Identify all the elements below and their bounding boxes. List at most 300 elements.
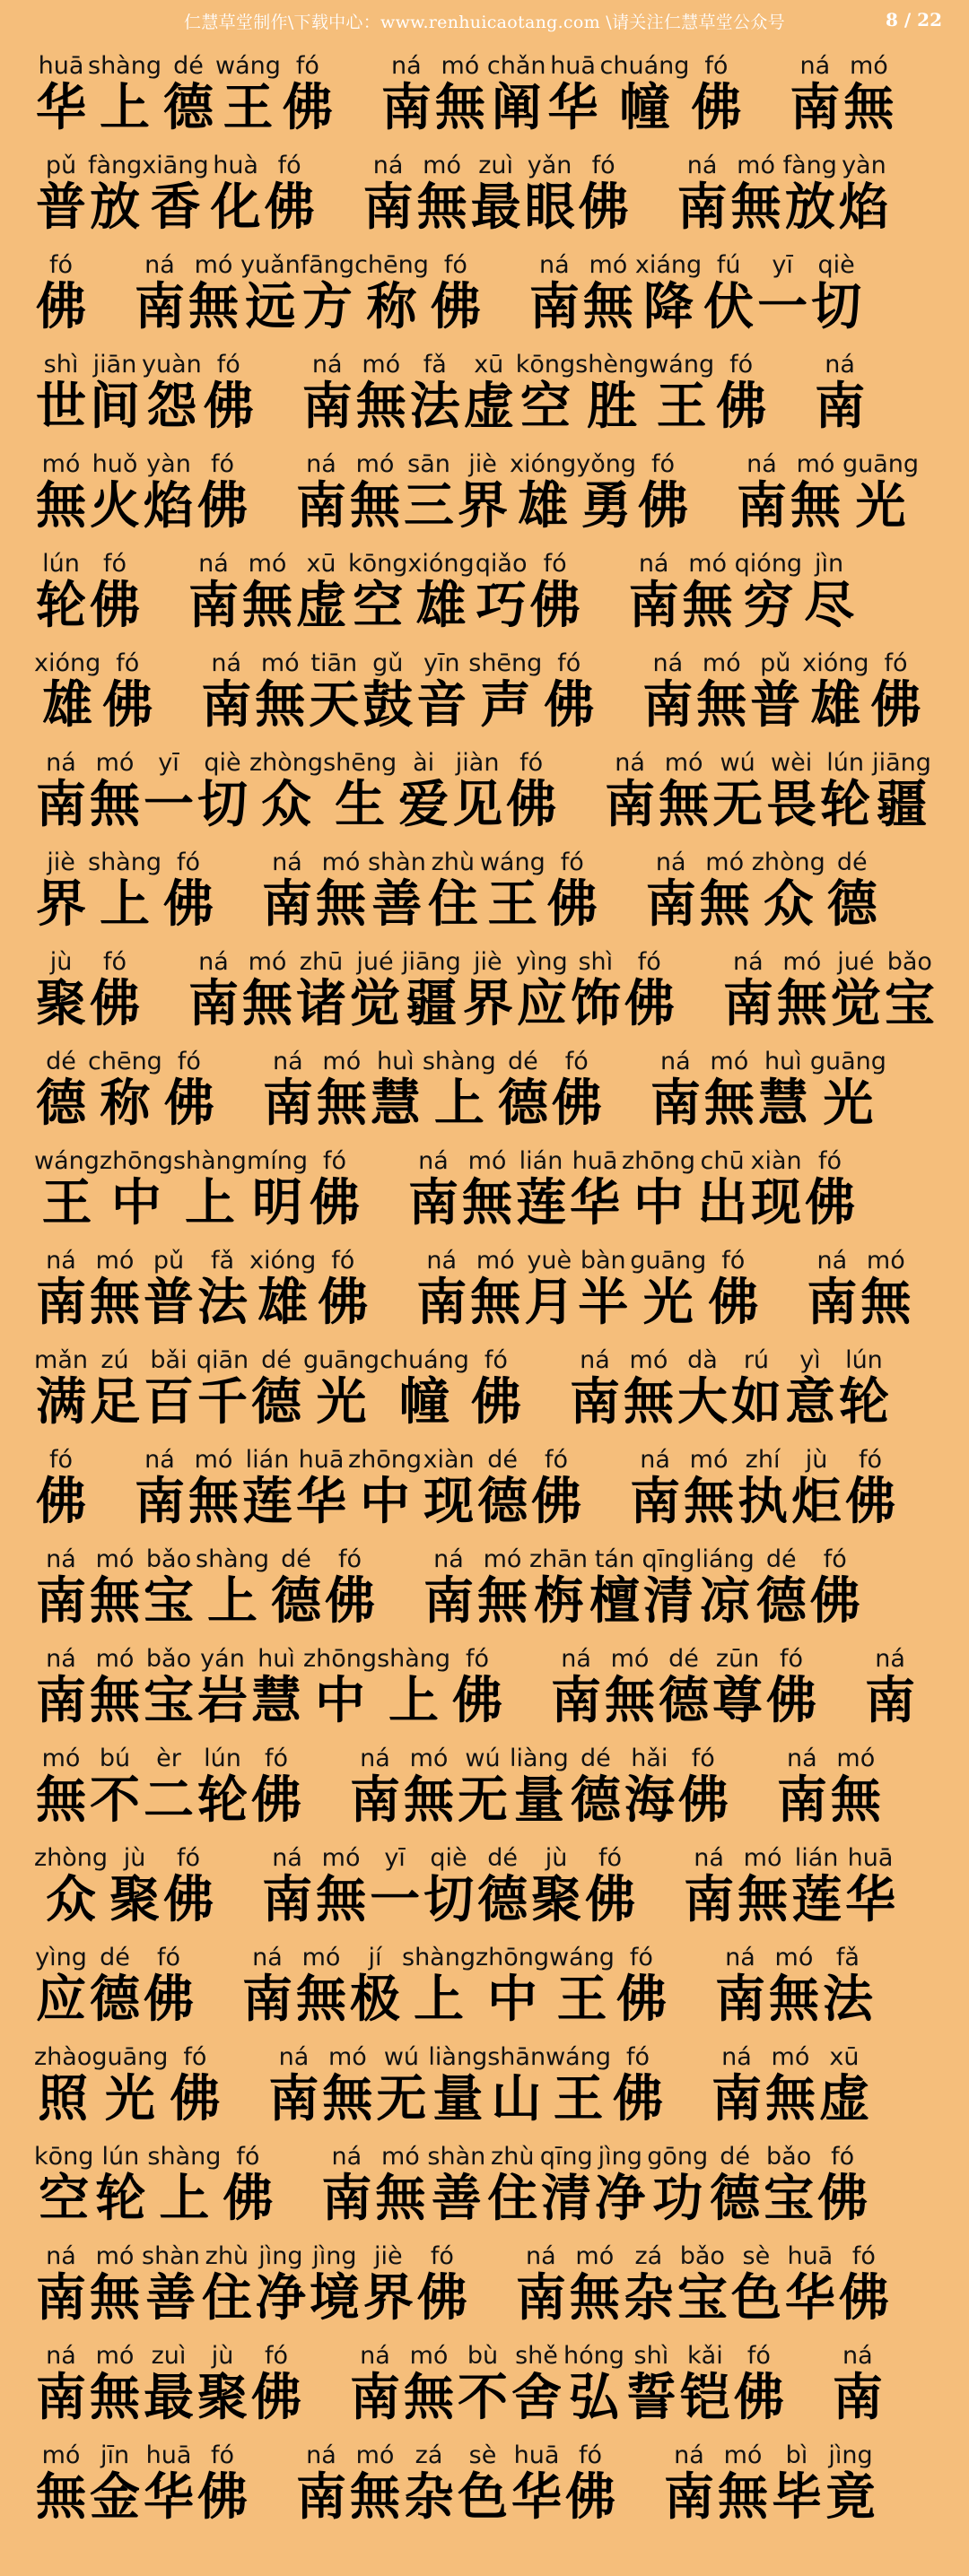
character-cell [563,2441,617,2530]
character-cell [202,351,256,439]
pinyin: jí [368,1944,382,1971]
pinyin: mó [774,1944,814,1971]
character-cell [249,749,323,838]
hanzi: 無 [462,1174,512,1232]
hanzi: 众 [46,1871,97,1929]
character-cell [676,2242,729,2331]
hanzi: 放 [784,178,835,237]
character-cell [749,1147,803,1236]
character-cell [380,52,433,141]
pinyin: fó [216,351,240,379]
pinyin: dé [100,1944,130,1971]
hanzi: 南 [642,676,694,735]
hanzi: 量 [432,2070,484,2128]
character-cell [294,2441,348,2530]
hanzi: 明 [251,1174,302,1232]
pinyin: xū [306,550,336,578]
pinyin: huā [787,2242,834,2270]
pinyin: ná [561,1645,591,1673]
character-cell [348,1745,402,1833]
character-cell [469,1346,523,1435]
hanzi: 王 [223,79,274,137]
pinyin: fó [578,2441,603,2469]
character-cell [402,2342,456,2431]
hanzi: 南 [569,1373,620,1432]
hanzi: 南 [36,1572,86,1631]
hanzi: 南 [268,2070,319,2128]
text-line [0,1734,969,1833]
character-cell [34,1446,88,1535]
character-cell [34,649,100,738]
hanzi: 清 [541,2170,592,2228]
character-cell [752,849,825,937]
hanzi: 無 [434,79,485,137]
character-cell [682,1446,736,1535]
pinyin: fó [704,52,729,80]
hanzi: 怨 [146,378,197,436]
buddha-name-phrase [34,1446,88,1535]
hanzi: 佛 [809,1572,860,1631]
hanzi: 宝 [884,975,935,1033]
character-cell [859,1247,912,1336]
hanzi: 南 [321,2170,372,2228]
character-cell [450,749,504,838]
hanzi: 佛 [36,1473,86,1531]
pinyin: bǎo [766,2143,812,2171]
character-cell [314,849,368,937]
character-cell [373,2143,427,2232]
pinyin: yàn [842,152,886,179]
character-cell [716,2441,770,2530]
hanzi: 佛 [324,1572,375,1631]
hanzi: 一 [757,278,808,336]
pinyin: mó [41,2441,81,2469]
pinyin: huā [847,1844,894,1872]
pinyin: ná [418,1147,449,1175]
buddha-name-phrase [34,2342,303,2431]
hanzi: 南 [807,1274,858,1332]
pinyin: shàng [172,1147,247,1175]
pinyin: yī [384,1844,406,1872]
character-cell [706,1247,760,1336]
hanzi: 半 [578,1274,629,1332]
hanzi: 南 [645,875,696,934]
character-cell [577,152,631,240]
character-cell [196,2441,249,2530]
buddha-name-phrase [676,152,891,240]
character-cell [34,1346,88,1435]
character-cell [550,1048,604,1136]
character-cell [402,1745,456,1833]
character-cell [406,1147,460,1236]
character-cell [249,2342,303,2431]
character-cell [456,2441,510,2530]
character-cell [542,649,596,738]
pinyin: guāng [92,2043,169,2071]
hanzi: 佛 [416,2269,467,2328]
character-cell [764,1645,818,1734]
pinyin: zhòng [249,749,324,777]
hanzi: 無 [860,1274,912,1332]
pinyin: fó [629,1944,653,1971]
pinyin: xióng [249,1247,317,1275]
buddha-name-phrase [514,2242,891,2331]
pinyin: yī [158,749,179,777]
character-cell [249,1745,303,1833]
character-cell [615,1944,668,2032]
pinyin: zhòng [751,849,825,876]
character-cell [361,649,415,738]
character-cell [34,251,88,340]
hanzi: 南 [262,1075,313,1133]
character-cell [568,1346,622,1435]
pinyin: bú [99,1745,131,1772]
hanzi: 降 [643,278,694,336]
character-cell [529,1844,583,1933]
pinyin: fó [484,1346,508,1374]
character-cell [187,1446,240,1535]
pinyin: fó [625,2043,650,2071]
character-cell [196,1545,269,1634]
character-cell [348,550,407,639]
hanzi: 栴 [533,1572,584,1631]
hanzi: 無 [730,178,781,237]
hanzi: 南 [261,875,312,934]
pinyin: fó [295,52,319,80]
pinyin: mó [737,152,775,179]
hanzi: 南 [737,477,787,535]
pinyin: fó [430,2242,454,2270]
pinyin: míng [246,1147,308,1175]
text-line [0,1634,969,1734]
character-cell [788,52,842,141]
hanzi: 化 [210,178,261,237]
character-cell [504,749,558,838]
pinyin: shàng [422,1048,496,1075]
pinyin: dé [261,1346,292,1374]
hanzi: 佛 [578,178,629,237]
hanzi: 疆 [877,776,928,834]
pinyin: wáng [214,52,281,80]
hanzi: 二 [144,1771,194,1830]
pinyin: dé [668,1645,699,1673]
hanzi: 法 [822,1971,873,2029]
pinyin: ná [306,2441,336,2469]
character-cell [423,1048,496,1136]
hanzi: 杂 [404,2468,454,2527]
character-cell [133,1446,187,1535]
character-cell [88,351,142,439]
text-line [0,937,969,1037]
hanzi: 千 [197,1373,248,1432]
pinyin: mó [629,1346,668,1374]
hanzi: 無 [764,2070,816,2128]
character-cell [843,1446,897,1535]
character-cell [269,1545,323,1634]
pinyin: mó [441,52,480,80]
hanzi: 境 [309,2269,360,2328]
hanzi: 佛 [430,278,481,336]
hanzi: 一 [144,776,194,834]
character-cell [641,649,694,738]
buddha-name-phrase [362,152,631,240]
buddha-name-phrase [549,1645,818,1734]
pinyin: bù [467,2342,499,2370]
buddha-name-phrase [294,2441,617,2530]
buddha-name-phrase [348,1745,730,1833]
hanzi: 德 [659,1672,710,1730]
hanzi: 华 [36,79,86,137]
hanzi: 無 [90,1672,140,1730]
pinyin: huā [38,52,84,80]
hanzi: 無 [36,1771,86,1830]
hanzi: 無 [90,2269,140,2328]
pinyin: mǎn [34,1346,88,1374]
pinyin: ná [144,251,175,279]
text-line [0,2431,969,2530]
character-cell [569,1745,623,1833]
pinyin: fǎ [423,351,447,379]
hanzi: 佛 [506,776,557,834]
pinyin: fó [48,1446,74,1474]
hanzi: 無 [470,1274,521,1332]
character-cell [162,1048,216,1136]
hanzi: 德 [710,2170,761,2228]
pinyin: fó [591,152,615,179]
hanzi: 切 [197,776,248,834]
hanzi: 穷 [743,577,794,635]
hanzi: 南 [630,1473,681,1531]
hanzi: 無 [790,477,841,535]
character-cell [173,1147,247,1236]
pinyin: shàng [402,1944,476,1971]
hanzi: 中 [487,1971,538,2029]
hanzi: 德 [497,1075,548,1133]
hanzi: 王 [553,2070,604,2128]
character-cell [260,1844,314,1933]
character-cell [422,1545,476,1634]
character-cell [708,2143,762,2232]
pinyin: bǎo [145,1645,192,1673]
hanzi: 無 [718,2468,768,2527]
text-line [0,838,969,937]
hanzi: 佛 [102,676,153,735]
hanzi: 世 [36,378,86,436]
hanzi: 佛 [251,1771,301,1830]
character-cell [821,1944,875,2032]
hanzi: 切 [811,278,862,336]
character-cell [147,2143,221,2232]
character-cell [698,849,752,937]
hanzi: 众 [763,875,814,934]
text-line [0,1336,969,1435]
hanzi: 觉 [830,975,881,1033]
character-cell [837,152,891,240]
pinyin: huǒ [92,450,138,478]
pinyin: zūn [715,1645,760,1673]
character-cell [215,52,281,141]
hanzi: 佛 [162,875,214,934]
character-cell [433,52,487,141]
pinyin: lún [204,1745,241,1772]
hanzi: 無 [738,1871,789,1929]
character-cell [662,2441,716,2530]
character-cell [644,849,698,937]
pinyin: shì [633,2342,669,2370]
character-cell [316,1247,370,1336]
character-cell [611,2043,665,2132]
hanzi: 南 [650,1075,701,1133]
pinyin: pǔ [153,1247,185,1275]
hanzi: 慧 [370,1075,421,1133]
hanzi: 南 [188,577,239,635]
pinyin: ná [686,152,718,179]
pinyin: lián [245,1446,290,1474]
character-cell [883,948,937,1037]
pinyin: zhù [205,2242,249,2270]
pinyin: yìng [35,1944,87,1971]
buddha-name-phrase [34,152,317,240]
text-line [0,439,969,539]
character-cell [422,1844,476,1933]
text-line [0,1236,969,1336]
hanzi: 王 [41,1174,92,1232]
hanzi: 無 [830,1771,881,1830]
pinyin: huā [513,2441,560,2469]
pinyin: huā [550,52,596,80]
character-cell [34,749,88,838]
character-cell [142,1745,196,1833]
pinyin: lún [826,749,864,777]
hanzi: 界 [458,477,508,535]
hanzi: 无 [712,776,764,834]
character-cell [34,2342,88,2431]
pinyin: shě [515,2342,558,2370]
pinyin: lún [101,2143,140,2171]
pinyin: jù [123,1844,146,1872]
hanzi: 無 [90,1572,140,1631]
pinyin: zhū [299,948,344,976]
pinyin: shàng [196,1545,269,1573]
hanzi: 功 [652,2170,703,2228]
character-cell [402,948,461,1037]
buddha-name-phrase [641,649,922,738]
pinyin: pǔ [45,152,77,179]
pinyin: tán [594,1545,635,1573]
hanzi: 誓 [625,2369,677,2427]
hanzi: 凉 [699,1572,750,1631]
hanzi: 善 [431,2170,482,2228]
character-cell [240,550,294,639]
character-cell [872,749,931,838]
hanzi: 無 [36,477,86,535]
character-cell [568,1147,622,1236]
hanzi: 海 [624,1771,675,1830]
character-cell [209,152,263,240]
pinyin: fó [177,1048,201,1075]
pinyin: bǎo [679,2242,725,2270]
character-cell [657,749,711,838]
hanzi: 佛 [716,378,767,436]
pinyin: guāng [809,1048,886,1075]
hanzi: 德 [477,1871,528,1929]
character-cell [510,2441,563,2530]
pinyin: jìng [312,2242,357,2270]
character-cell [323,749,397,838]
character-cell [303,1346,380,1435]
character-cell [88,849,162,937]
hanzi: 南 [815,378,866,436]
character-cell [869,649,923,738]
character-cell [108,1844,162,1933]
pinyin: huā [572,1147,618,1175]
character-cell [162,1844,215,1933]
hanzi: 佛 [282,79,333,137]
pinyin: jiè [47,849,75,876]
hanzi: 南 [242,1971,292,2029]
character-cell [348,450,402,539]
buddha-name-phrase [644,849,879,937]
pinyin: dé [173,52,204,80]
character-cell [249,1645,303,1734]
hanzi: 德 [36,1075,86,1133]
hanzi: 铠 [679,2369,730,2427]
buddha-name-phrase [422,1545,862,1634]
hanzi: 莲 [791,1871,842,1929]
hanzi: 南 [776,1771,827,1830]
character-cell [253,649,307,738]
pinyin: gǔ [372,649,404,677]
pinyin: ná [311,351,343,379]
hanzi: 光 [823,1075,874,1133]
character-cell [695,1545,755,1634]
pinyin: chēng [88,1048,162,1075]
pinyin: wú [465,1745,501,1772]
character-cell [196,1346,249,1435]
character-cell [88,450,142,539]
hanzi: 称 [366,278,417,336]
hanzi: 無 [699,875,750,934]
hanzi: 王 [556,1971,607,2029]
pinyin: fó [264,1745,289,1772]
hanzi: 佛 [36,278,86,336]
hanzi: 南 [408,1174,458,1232]
character-cell [510,450,576,539]
pinyin: xiāng [142,152,209,179]
character-cell [729,1346,783,1435]
pinyin: fó [102,948,127,976]
character-cell [187,251,240,340]
character-cell [301,351,354,439]
hanzi: 無 [605,1672,656,1730]
buddha-name-phrase [721,948,937,1037]
pinyin: mó [782,948,822,976]
hanzi: 不 [458,2369,508,2427]
pinyin: jìng [828,2441,873,2469]
hanzi: 南 [36,776,86,834]
buddha-name-phrase [406,1147,857,1236]
hanzi: 佛 [615,1971,667,2029]
hanzi: 佛 [546,875,598,934]
text-line [0,1833,969,1933]
hanzi: 住 [487,2170,538,2228]
pinyin: ná [46,2342,76,2370]
character-cell [88,1944,142,2032]
hanzi: 出 [697,1174,748,1232]
hanzi: 舍 [511,2369,562,2427]
character-cell [657,1645,711,1734]
pinyin: jiāng [872,749,931,777]
